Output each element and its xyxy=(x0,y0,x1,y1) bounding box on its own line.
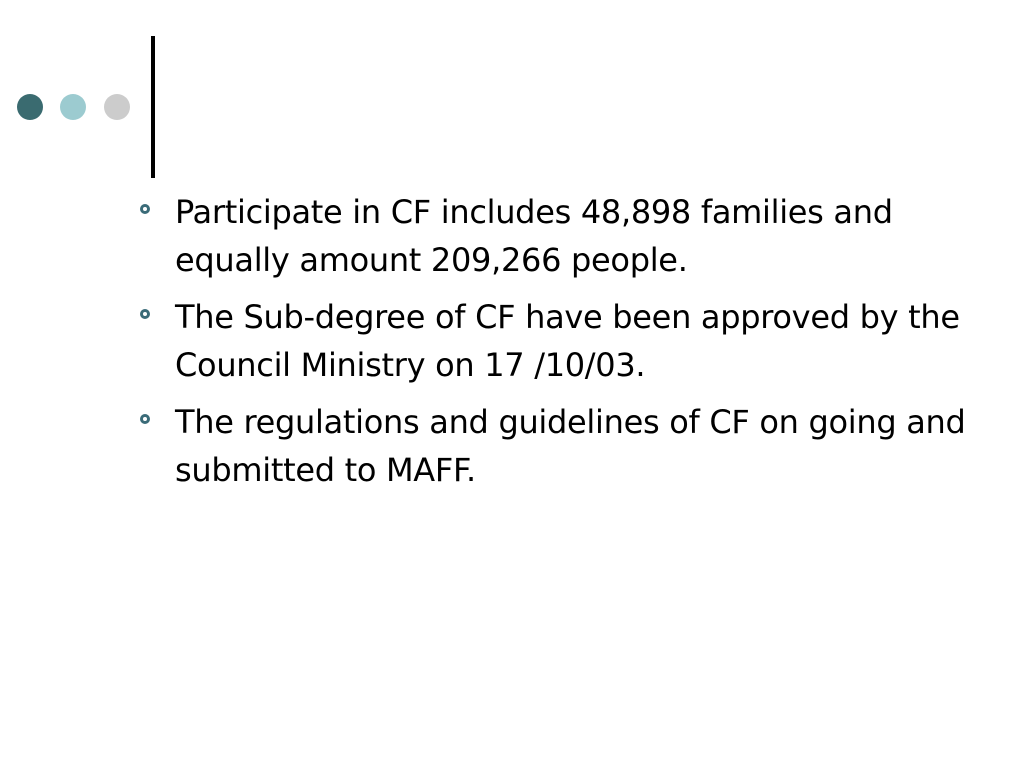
bullet-text: The Sub-degree of CF have been approved by the Council Ministry on 17 /10/03. xyxy=(175,298,960,384)
gray-dot-icon xyxy=(104,94,130,120)
bullet-item xyxy=(136,293,1006,389)
ring-bullet-icon xyxy=(140,414,150,424)
bullet-text: Participate in CF includes 48,898 families and equally amount 209,266 people. xyxy=(175,193,893,279)
decorative-dots xyxy=(0,0,140,140)
ring-bullet-icon xyxy=(140,309,150,319)
bullet-item xyxy=(136,398,1006,494)
vertical-divider-line xyxy=(151,36,155,178)
bullet-list xyxy=(136,188,1006,503)
dark-teal-dot-icon xyxy=(17,94,43,120)
light-teal-dot-icon xyxy=(60,94,86,120)
bullet-text: The regulations and guidelines of CF on going and submitted to MAFF. xyxy=(175,403,966,489)
ring-bullet-icon xyxy=(140,204,150,214)
bullet-item xyxy=(136,188,1006,284)
